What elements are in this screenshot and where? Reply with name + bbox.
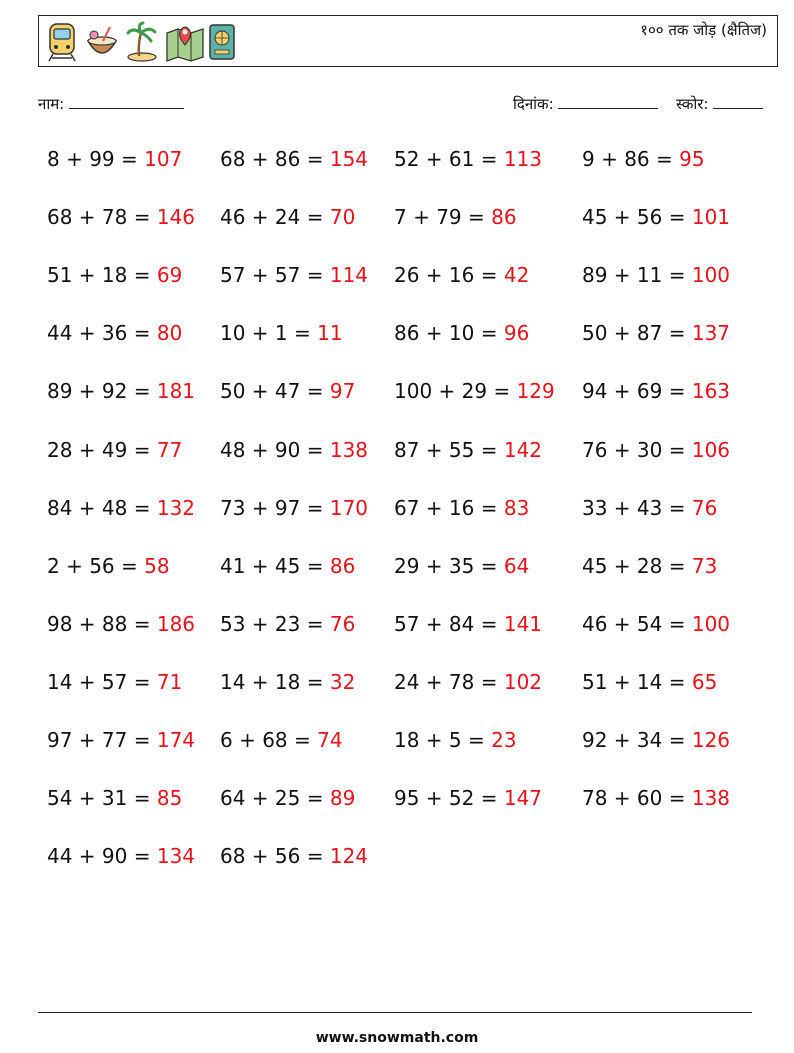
problem-answer: 134 xyxy=(156,844,196,869)
problem-expression: 94 + 69 = xyxy=(582,379,692,404)
problem-answer: 86 xyxy=(491,205,517,230)
problem-expression: 52 + 61 = xyxy=(394,147,504,171)
problem-expression: 97 + 77 = xyxy=(47,728,157,752)
problem-expression: 6 + 68 = xyxy=(220,728,318,752)
problem-item xyxy=(582,612,730,636)
problem-answer: 138 xyxy=(329,437,369,462)
problem-expression: 7 + 79 = xyxy=(394,205,492,230)
name-field[interactable] xyxy=(38,94,184,114)
problem-item xyxy=(47,612,195,636)
problem-expression: 95 + 52 = xyxy=(394,786,504,811)
problem-item xyxy=(394,205,517,229)
problem-expression: 68 + 56 = xyxy=(220,844,330,869)
problem-answer: 86 xyxy=(329,553,356,578)
problem-item xyxy=(394,728,517,752)
problem-expression: 28 + 49 = xyxy=(47,437,157,462)
problem-expression: 50 + 47 = xyxy=(220,379,330,404)
problem-answer: 71 xyxy=(156,669,183,694)
problem-expression: 26 + 16 = xyxy=(394,263,504,288)
problem-item xyxy=(47,496,195,520)
problem-item xyxy=(394,379,555,403)
map-pin-icon xyxy=(165,21,199,63)
problem-answer: 107 xyxy=(144,147,183,171)
problem-item xyxy=(220,379,355,403)
problem-expression: 50 + 87 = xyxy=(582,321,692,346)
problem-item xyxy=(394,670,542,694)
problem-item xyxy=(47,379,195,403)
problem-expression: 18 + 5 = xyxy=(394,728,492,752)
problem-item xyxy=(394,321,529,345)
problem-item xyxy=(47,263,182,287)
problem-expression: 44 + 90 = xyxy=(47,844,157,869)
problem-item xyxy=(394,786,542,810)
problem-item xyxy=(582,263,730,287)
problem-expression: 57 + 84 = xyxy=(394,611,504,636)
problem-item xyxy=(220,844,368,868)
problem-expression: 41 + 45 = xyxy=(220,553,330,578)
passport-icon xyxy=(205,21,239,63)
problem-answer: 138 xyxy=(691,786,731,811)
problem-item xyxy=(582,321,730,345)
problem-item xyxy=(394,263,529,287)
name-label: नाम: xyxy=(38,95,65,113)
problem-answer: 142 xyxy=(503,437,543,462)
problem-answer: 174 xyxy=(156,728,196,752)
problem-answer: 132 xyxy=(156,495,196,520)
problem-expression: 48 + 90 = xyxy=(220,437,330,462)
problem-answer: 146 xyxy=(156,205,196,230)
problem-answer: 85 xyxy=(156,786,183,811)
coconut-drink-icon xyxy=(85,21,119,63)
problem-item xyxy=(220,728,343,752)
problem-answer: 23 xyxy=(491,728,517,752)
problem-answer: 74 xyxy=(317,728,343,752)
problem-item xyxy=(582,147,705,171)
problem-expression: 8 + 99 = xyxy=(47,147,145,171)
problem-item xyxy=(582,786,730,810)
problem-expression: 51 + 14 = xyxy=(582,669,692,694)
problem-answer: 96 xyxy=(503,321,530,346)
problem-answer: 114 xyxy=(329,263,369,288)
problem-expression: 33 + 43 = xyxy=(582,495,692,520)
problem-expression: 68 + 86 = xyxy=(220,147,330,171)
problem-expression: 98 + 88 = xyxy=(47,611,157,636)
problem-item xyxy=(47,844,195,868)
problem-item xyxy=(582,728,730,752)
score-field[interactable] xyxy=(676,94,763,114)
score-blank[interactable] xyxy=(713,108,763,109)
problem-item xyxy=(220,786,355,810)
footer-url: www.snowmath.com xyxy=(315,1030,479,1046)
problem-expression: 14 + 57 = xyxy=(47,669,157,694)
problem-answer: 141 xyxy=(503,611,543,636)
problem-expression: 86 + 10 = xyxy=(394,321,504,346)
problem-answer: 101 xyxy=(691,205,731,230)
problem-item xyxy=(582,438,730,462)
problem-answer: 102 xyxy=(503,669,543,694)
problem-item xyxy=(394,147,542,171)
problem-expression: 89 + 92 = xyxy=(47,379,157,404)
problem-item xyxy=(582,670,717,694)
problem-item xyxy=(220,321,343,345)
problem-expression: 9 + 86 = xyxy=(582,147,680,171)
problem-item xyxy=(582,554,717,578)
problem-item xyxy=(47,205,195,229)
problem-expression: 100 + 29 = xyxy=(394,379,517,404)
problem-answer: 73 xyxy=(691,553,718,578)
problem-item xyxy=(220,612,355,636)
problem-expression: 57 + 57 = xyxy=(220,263,330,288)
problem-expression: 44 + 36 = xyxy=(47,321,157,346)
problem-answer: 126 xyxy=(691,728,731,752)
problem-answer: 95 xyxy=(679,147,705,171)
problem-item xyxy=(394,496,529,520)
problem-item xyxy=(220,438,368,462)
icon-strip xyxy=(45,20,239,64)
problem-answer: 64 xyxy=(503,553,530,578)
problem-expression: 68 + 78 = xyxy=(47,205,157,230)
problem-expression: 84 + 48 = xyxy=(47,495,157,520)
problem-item xyxy=(394,554,529,578)
problem-expression: 76 + 30 = xyxy=(582,437,692,462)
problem-item xyxy=(47,670,182,694)
date-label: दिनांक: xyxy=(513,95,554,113)
problem-answer: 137 xyxy=(691,321,731,346)
problem-expression: 14 + 18 = xyxy=(220,669,330,694)
problem-answer: 147 xyxy=(503,786,543,811)
problem-answer: 70 xyxy=(329,205,356,230)
problem-item xyxy=(47,554,170,578)
problem-expression: 89 + 11 = xyxy=(582,263,692,288)
problem-item xyxy=(582,379,730,403)
problem-answer: 154 xyxy=(329,147,369,171)
sheet-title: १०० तक जोड़ (क्षैतिज) xyxy=(640,21,767,39)
problem-answer: 170 xyxy=(329,495,369,520)
date-blank[interactable] xyxy=(558,108,658,109)
problem-item xyxy=(47,147,182,171)
problem-answer: 97 xyxy=(329,379,356,404)
train-icon xyxy=(45,21,79,63)
problem-answer: 76 xyxy=(691,495,718,520)
footer-rule xyxy=(38,1012,752,1013)
problem-expression: 73 + 97 = xyxy=(220,495,330,520)
problem-answer: 69 xyxy=(156,263,183,288)
problem-item xyxy=(47,321,182,345)
problem-answer: 186 xyxy=(156,611,196,636)
problem-item xyxy=(220,496,368,520)
problem-expression: 46 + 54 = xyxy=(582,611,692,636)
problem-item xyxy=(394,612,542,636)
name-blank[interactable] xyxy=(69,108,184,109)
problem-answer: 100 xyxy=(691,263,731,288)
date-field[interactable] xyxy=(513,94,658,114)
problem-answer: 129 xyxy=(516,379,555,404)
problem-item xyxy=(220,205,355,229)
problem-item xyxy=(47,728,195,752)
problem-item xyxy=(47,438,182,462)
problem-answer: 181 xyxy=(156,379,196,404)
problem-answer: 32 xyxy=(329,669,356,694)
problem-item xyxy=(220,554,355,578)
problem-item xyxy=(47,786,182,810)
palm-island-icon xyxy=(125,21,159,63)
problem-answer: 42 xyxy=(503,263,530,288)
score-label: स्कोर: xyxy=(676,95,709,113)
problem-expression: 87 + 55 = xyxy=(394,437,504,462)
problem-answer: 83 xyxy=(503,495,530,520)
problem-expression: 92 + 34 = xyxy=(582,728,692,752)
problem-expression: 78 + 60 = xyxy=(582,786,692,811)
problem-expression: 46 + 24 = xyxy=(220,205,330,230)
problem-expression: 45 + 56 = xyxy=(582,205,692,230)
problem-expression: 10 + 1 = xyxy=(220,321,318,346)
problem-answer: 124 xyxy=(329,844,369,869)
problem-expression: 29 + 35 = xyxy=(394,553,504,578)
problem-answer: 89 xyxy=(329,786,356,811)
problem-expression: 51 + 18 = xyxy=(47,263,157,288)
problem-item xyxy=(220,263,368,287)
problem-expression: 67 + 16 = xyxy=(394,495,504,520)
problem-answer: 113 xyxy=(503,147,543,171)
problem-answer: 100 xyxy=(691,611,731,636)
problem-item xyxy=(582,496,717,520)
problem-answer: 58 xyxy=(144,553,170,578)
problem-answer: 11 xyxy=(317,321,343,346)
problem-answer: 163 xyxy=(691,379,731,404)
problem-item xyxy=(220,670,355,694)
problem-expression: 54 + 31 = xyxy=(47,786,157,811)
problem-answer: 65 xyxy=(691,669,718,694)
problem-item xyxy=(220,147,368,171)
problem-answer: 80 xyxy=(156,321,183,346)
problem-answer: 77 xyxy=(156,437,183,462)
problem-answer: 76 xyxy=(329,611,356,636)
header-box xyxy=(38,15,778,67)
problem-expression: 53 + 23 = xyxy=(220,611,330,636)
problem-item xyxy=(582,205,730,229)
problem-answer: 106 xyxy=(691,437,731,462)
problem-item xyxy=(394,438,542,462)
problem-expression: 64 + 25 = xyxy=(220,786,330,811)
problem-expression: 2 + 56 = xyxy=(47,553,145,578)
problem-expression: 45 + 28 = xyxy=(582,553,692,578)
problem-expression: 24 + 78 = xyxy=(394,669,504,694)
